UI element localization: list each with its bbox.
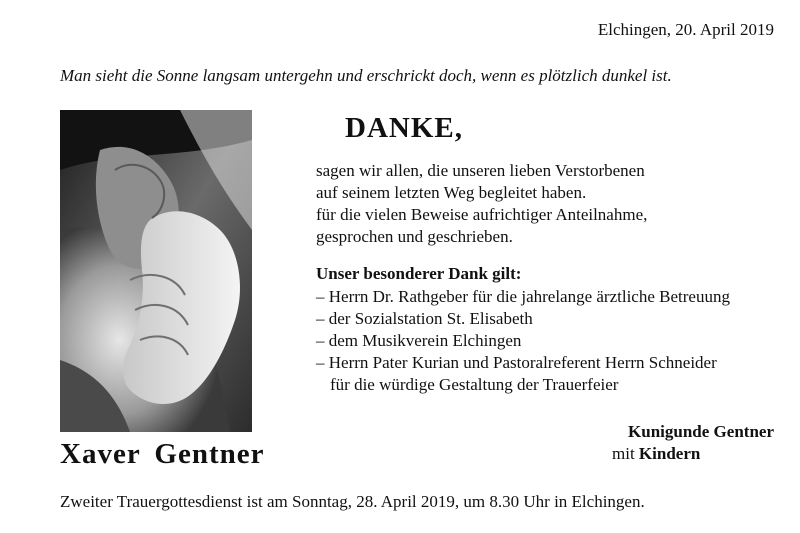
- signature-family-word: Kindern: [638, 444, 701, 463]
- special-thanks-item: – dem Musikverein Elchingen: [316, 331, 522, 350]
- thanks-heading-title: DANKE,: [345, 112, 463, 144]
- hands-photo: [60, 110, 252, 432]
- special-thanks-item: – Herrn Dr. Rathgeber für die jahrelange ärztliche Betreuung: [316, 287, 730, 306]
- special-thanks-item: – der Sozialstation St. Elisabeth: [316, 309, 533, 328]
- special-thanks-item: – Herrn Pater Kurian und Pastoralreferent Herrn Schneider: [316, 353, 717, 372]
- place-date: Elchingen, 20. April 2019: [597, 20, 774, 39]
- signature-prefix: mit: [612, 444, 635, 463]
- deceased-name: Xaver Gentner: [60, 438, 265, 470]
- message-line: gesprochen und geschrieben.: [316, 227, 513, 246]
- signature-family: [612, 444, 700, 464]
- message-line: auf seinem letzten Weg begleitet haben.: [316, 183, 587, 202]
- special-thanks-heading: Unser besonderer Dank gilt:: [316, 264, 522, 283]
- special-thanks-item: für die würdige Gestaltung der Trauerfeier: [330, 375, 619, 394]
- motto-quote: Man sieht die Sonne langsam untergehn und erschrickt doch, wenn es plötzlich dunkel ist.: [60, 66, 672, 85]
- message-line: sagen wir allen, die unseren lieben Verstorbenen: [316, 161, 645, 180]
- signature-name: Kunigunde Gentner: [628, 422, 774, 441]
- hands-photo-graphic: [60, 110, 252, 432]
- message-line: für die vielen Beweise aufrichtiger Anteilnahme,: [316, 205, 648, 224]
- service-announcement: Zweiter Trauergottesdienst ist am Sonntag, 28. April 2019, um 8.30 Uhr in Elchingen.: [60, 492, 645, 511]
